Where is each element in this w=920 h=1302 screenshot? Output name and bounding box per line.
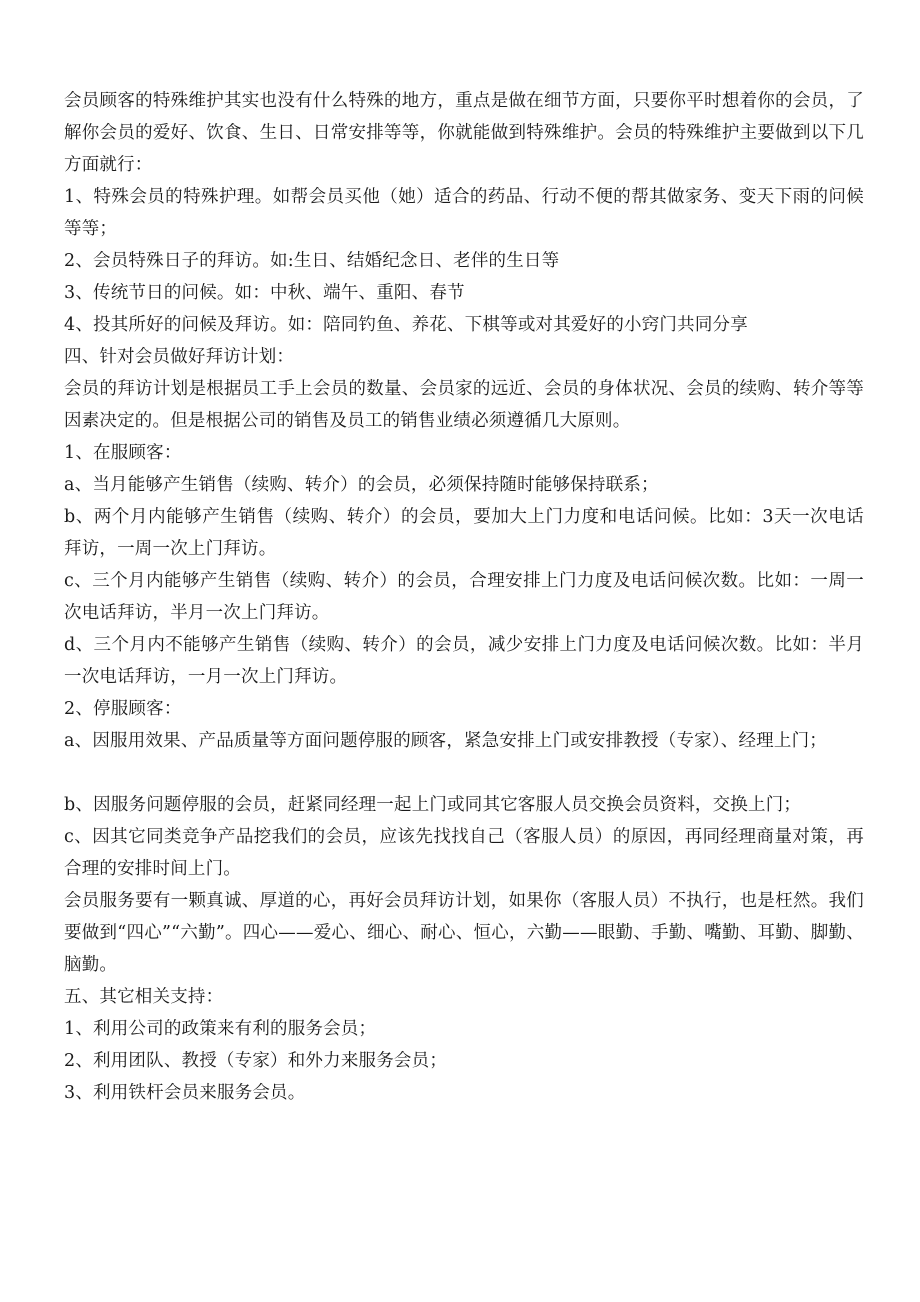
list-item: 3、传统节日的问候。如：中秋、端午、重阳、春节 xyxy=(64,283,465,303)
list-item: a、因服用效果、产品质量等方面问题停服的顾客，紧急安排上门或安排教授（专家）、经理上门； xyxy=(64,731,827,751)
list-item: b、两个月内能够产生销售（续购、转介）的会员，要加大上门力度和电话问候。比如：3天一次电话拜访，一周一次上门拜访。 xyxy=(64,507,864,559)
list-item: c、三个月内能够产生销售（续购、转介）的会员，合理安排上门力度及电话问候次数。比如：一周一次电话拜访，半月一次上门拜访。 xyxy=(64,571,864,623)
subsection-heading: 2、停服顾客： xyxy=(64,699,182,719)
list-item: 2、利用团队、教授（专家）和外力来服务会员； xyxy=(64,1051,448,1071)
blank-line xyxy=(64,757,864,789)
body-paragraph: 会员服务要有一颗真诚、厚道的心，再好会员拜访计划，如果你（客服人员）不执行，也是枉然。我们要做到“四心”“六勤”。四心——爱心、细心、耐心、恒心，六勤——眼勤、手勤、嘴勤、耳勤、脚勤、脑勤。 xyxy=(64,891,864,975)
intro-paragraph: 会员顾客的特殊维护其实也没有什么特殊的地方，重点是做在细节方面，只要你平时想着你的会员，了解你会员的爱好、饮食、生日、日常安排等等，你就能做到特殊维护。会员的特殊维护主要做到以下几方面就行： xyxy=(64,91,864,175)
list-item: b、因服务问题停服的会员，赶紧同经理一起上门或同其它客服人员交换会员资料，交换上门； xyxy=(64,795,802,815)
body-paragraph: 会员的拜访计划是根据员工手上会员的数量、会员家的远近、会员的身体状况、会员的续购、转介等等因素决定的。但是根据公司的销售及员工的销售业绩必须遵循几大原则。 xyxy=(64,379,864,431)
list-item: 3、利用铁杆会员来服务会员。 xyxy=(64,1083,306,1103)
list-item: 1、特殊会员的特殊护理。如帮会员买他（她）适合的药品、行动不便的帮其做家务、变天下雨的问候等等； xyxy=(64,187,864,239)
list-item: a、当月能够产生销售（续购、转介）的会员，必须保持随时能够保持联系； xyxy=(64,475,659,495)
section-heading: 四、针对会员做好拜访计划： xyxy=(64,347,295,367)
subsection-heading: 1、在服顾客： xyxy=(64,443,182,463)
list-item: 1、利用公司的政策来有利的服务会员； xyxy=(64,1019,377,1039)
list-item: c、因其它同类竞争产品挖我们的会员，应该先找找自己（客服人员）的原因，再同经理商量对策，再合理的安排时间上门。 xyxy=(64,827,864,879)
list-item: 2、会员特殊日子的拜访。如:生日、结婚纪念日、老伴的生日等 xyxy=(64,251,560,271)
list-item: d、三个月内不能够产生销售（续购、转介）的会员，减少安排上门力度及电话问候次数。比如：半月一次电话拜访，一月一次上门拜访。 xyxy=(64,635,864,687)
document-page xyxy=(64,85,864,1109)
section-heading: 五、其它相关支持： xyxy=(64,987,224,1007)
list-item: 4、投其所好的问候及拜访。如：陪同钓鱼、养花、下棋等或对其爱好的小窍门共同分享 xyxy=(64,315,748,335)
